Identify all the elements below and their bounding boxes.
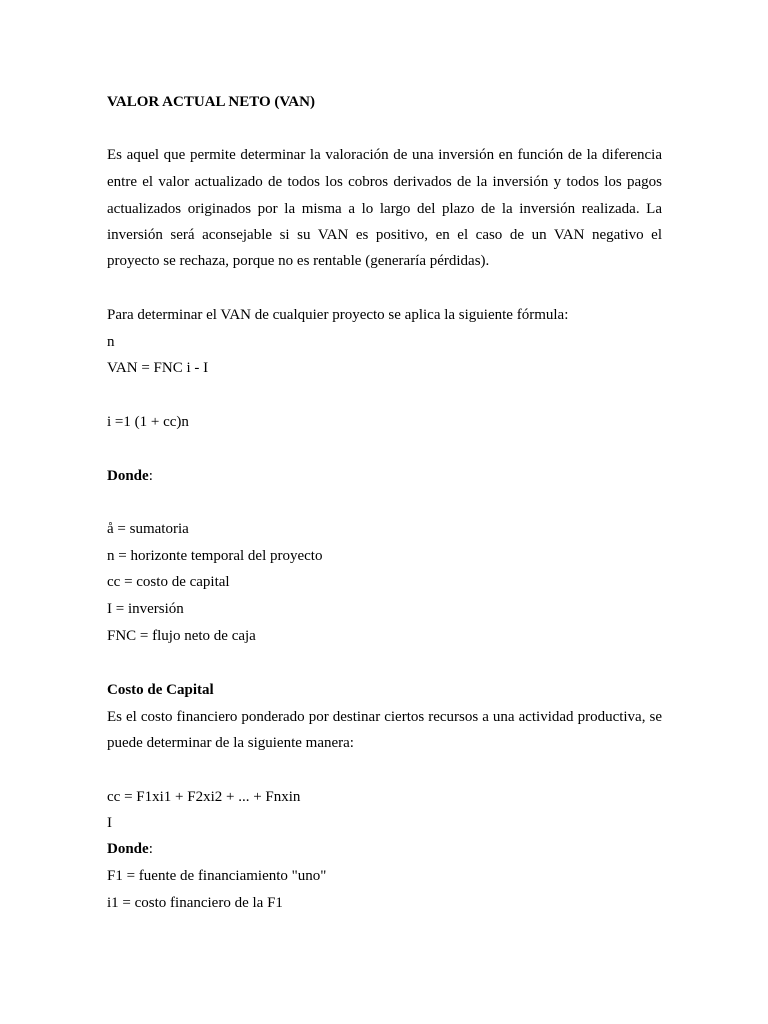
intro-line-3: actualizados originados por la misma a lo largo del plazo de la inversión realizada. La: [107, 201, 662, 217]
definition-sumatoria: å = sumatoria: [107, 521, 189, 537]
intro-line-4: inversión será aconsejable si su VAN es positivo, en el caso de un VAN negativo el: [107, 227, 662, 243]
formula-intro: Para determinar el VAN de cualquier proyecto se aplica la siguiente fórmula:: [107, 307, 569, 323]
cc-formula-denominator: I: [107, 815, 112, 831]
costo-capital-line-2: puede determinar de la siguiente manera:: [107, 735, 354, 751]
donde-colon: :: [148, 468, 153, 484]
intro-line-2: entre el valor actualizado de todos los cobros derivados de la inversión y todos los pagos: [107, 174, 662, 190]
definition-f1: F1 = fuente de financiamiento "uno": [107, 868, 327, 884]
costo-capital-heading: Costo de Capital: [107, 682, 214, 698]
donde2-colon: :: [148, 841, 153, 857]
donde-label-line: [107, 467, 153, 485]
formula-lower-limit: i =1 (1 + cc)n: [107, 414, 189, 430]
donde-label: Donde: [107, 468, 149, 484]
formula-van: VAN = FNC i - I: [107, 360, 209, 376]
definition-horizonte: n = horizonte temporal del proyecto: [107, 548, 323, 564]
intro-line-1: Es aquel que permite determinar la valoración de una inversión en función de la diferencia: [107, 147, 662, 163]
definition-inversion: I = inversión: [107, 601, 184, 617]
cc-formula: cc = F1xi1 + F2xi2 + ... + Fnxin: [107, 789, 301, 805]
document-heading: VALOR ACTUAL NETO (VAN): [107, 94, 315, 110]
intro-line-5: proyecto se rechaza, porque no es rentable (generaría pérdidas).: [107, 253, 490, 269]
donde2-label: Donde: [107, 841, 149, 857]
costo-capital-line-1: Es el costo financiero ponderado por destinar ciertos recursos a una actividad productiva, se: [107, 709, 662, 725]
definition-costo-capital: cc = costo de capital: [107, 574, 230, 590]
donde2-label-line: [107, 840, 153, 858]
formula-upper-limit: n: [107, 334, 115, 350]
definition-i1: i1 = costo financiero de la F1: [107, 895, 283, 911]
definition-fnc: FNC = flujo neto de caja: [107, 628, 256, 644]
